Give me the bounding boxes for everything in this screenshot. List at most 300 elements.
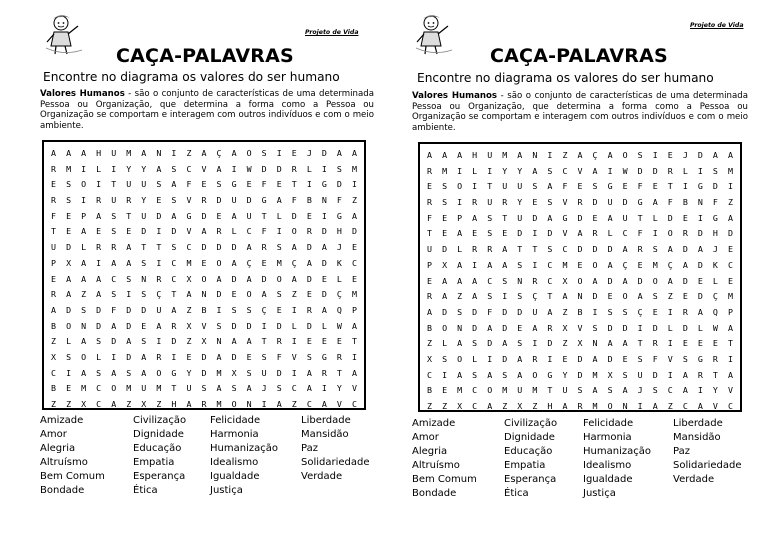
grid-letter: Y [126,163,132,174]
grid-letter: L [321,320,327,331]
grid-letter: R [547,322,553,333]
grid-letter: U [141,383,147,394]
grid-letter: R [96,195,102,206]
grid-letter: S [652,385,658,396]
description-text: - são o conjunto de características de uma determinada Pessoa ou Organização, que determina a forma como a Pessoa ou Organização se comportam e interagem com outros indivíduos e com o meio ambiente. [412,91,748,133]
grid-letter: I [667,338,673,349]
grid-letter: S [547,197,553,208]
grid-letter: W [712,322,718,333]
grid-letter: L [96,163,102,174]
grid-letter: A [427,306,433,317]
grid-letter: I [276,226,282,237]
grid-letter: A [321,242,327,253]
grid-letter: U [622,212,628,223]
grid-letter: B [51,320,57,331]
grid-letter: A [532,165,538,176]
grid-letter: D [351,226,357,237]
grid-letter: N [321,195,327,206]
word-column [583,417,651,501]
grid-letter: U [141,179,147,190]
grid-letter: Ç [246,257,252,268]
grid-letter: S [607,306,613,317]
grid-letter: A [126,257,132,268]
grid-letter: A [502,259,508,270]
grid-letter: D [577,353,583,364]
grid-letter: A [81,336,87,347]
grid-letter: A [351,367,357,378]
grid-letter: A [667,275,673,286]
word-item: Alegria [412,446,448,457]
grid-letter: R [637,244,643,255]
word-item: Empatia [133,457,175,468]
grid-letter: A [427,150,433,160]
grid-letter: E [306,336,312,347]
grid-letter: S [472,338,478,349]
grid-letter: A [96,289,102,300]
grid-row [422,148,738,164]
grid-row [422,211,738,227]
grid-letter: E [321,336,327,347]
grid-letter: C [186,163,192,174]
grid-letter: O [276,273,282,284]
grid-row [46,256,362,272]
grid-letter: A [532,322,538,333]
grid-letter: A [336,148,342,158]
grid-letter: G [336,210,342,221]
grid-letter: D [261,273,267,284]
grid-letter: A [351,320,357,331]
grid-letter: T [156,242,162,253]
grid-letter: U [517,212,523,223]
grid-letter: E [276,179,282,190]
grid-letter: A [622,385,628,396]
grid-letter: A [592,275,598,286]
grid-letter: S [66,179,72,190]
grid-letter: A [186,399,192,409]
grid-row [46,146,362,162]
grid-letter: B [577,306,583,317]
grid-letter: D [652,322,658,333]
grid-letter: L [712,275,718,286]
grid-letter: A [231,210,237,221]
grid-letter: G [186,210,192,221]
grid-letter: D [547,338,553,349]
grid-letter: I [96,179,102,190]
grid-letter: U [487,197,493,208]
page-title: CAÇA-PALAVRAS [116,45,294,67]
grid-letter: P [727,306,733,317]
grid-letter: N [532,150,538,160]
grid-letter: D [96,320,102,331]
grid-letter: X [517,401,523,411]
grid-letter: T [502,212,508,223]
word-item: Harmonia [210,429,259,440]
grid-letter: S [682,353,688,364]
grid-letter: P [351,304,357,315]
grid-letter: F [427,212,433,223]
grid-letter: Z [186,304,192,315]
grid-letter: D [712,181,718,192]
grid-letter: D [216,242,222,253]
grid-letter: A [562,401,568,411]
grid-letter: L [442,338,448,349]
word-item: Verdade [673,474,715,485]
grid-letter: V [667,353,673,364]
word-item: Mansidão [301,429,349,440]
grid-letter: S [592,322,598,333]
grid-letter: N [457,322,463,333]
grid-letter: D [246,320,252,331]
grid-letter: I [111,351,117,362]
grid-letter: D [577,212,583,223]
grid-letter: G [547,369,553,380]
grid-letter: S [607,385,613,396]
grid-letter: A [457,228,463,239]
grid-letter: O [442,322,448,333]
word-item: Bondade [40,485,85,496]
grid-letter: T [532,244,538,255]
grid-letter: A [156,163,162,174]
grid-letter: D [607,353,613,364]
grid-letter: Z [66,399,72,409]
grid-letter: C [171,257,177,268]
grid-letter: E [51,273,57,284]
word-column [133,414,186,498]
grid-letter: M [81,383,87,394]
projeto-label: Projeto de Vida [690,22,744,29]
grid-letter: U [111,148,117,158]
grid-letter: F [276,351,282,362]
grid-letter: Y [517,197,523,208]
grid-letter: F [261,226,267,237]
grid-letter: D [321,226,327,237]
word-column [504,417,557,501]
grid-letter: A [472,212,478,223]
grid-letter: L [652,212,658,223]
grid-letter: A [231,257,237,268]
grid-letter: A [81,226,87,237]
grid-letter: I [637,401,643,411]
word-item: Bem Comum [40,471,105,482]
grid-letter: I [652,228,658,239]
grid-letter: D [156,210,162,221]
grid-letter: Z [562,306,568,317]
grid-letter: U [141,210,147,221]
grid-letter: F [487,306,493,317]
grid-letter: E [51,179,57,190]
grid-letter: A [442,150,448,160]
grid-letter: D [336,179,342,190]
grid-letter: I [637,322,643,333]
grid-letter: N [517,275,523,286]
grid-letter: U [186,383,192,394]
grid-letter: N [216,336,222,347]
grid-letter: S [216,179,222,190]
grid-letter: R [156,273,162,284]
grid-letter: E [622,353,628,364]
grid-letter: O [592,259,598,270]
word-item: Justiça [210,485,243,496]
grid-letter: S [592,181,598,192]
word-item: Educação [504,446,553,457]
grid-letter: U [532,306,538,317]
grid-letter: I [261,320,267,331]
grid-letter: Ç [216,148,222,158]
grid-letter: I [487,165,493,176]
description [40,89,374,131]
grid-letter: S [156,179,162,190]
grid-letter: S [171,242,177,253]
grid-row [46,224,362,240]
grid-letter: A [291,242,297,253]
grid-letter: S [442,181,448,192]
grid-letter: L [472,165,478,176]
grid-letter: O [81,351,87,362]
grid-letter: S [126,367,132,378]
grid-letter: I [156,257,162,268]
grid-letter: G [261,195,267,206]
grid-letter: Y [712,385,718,396]
grid-letter: V [186,195,192,206]
grid-letter: H [472,150,478,160]
grid-letter: Q [336,304,342,315]
grid-letter: V [577,322,583,333]
grid-letter: A [81,273,87,284]
grid-letter: A [351,148,357,158]
grid-letter: A [472,291,478,302]
grid-letter: Ç [261,304,267,315]
grid-letter: A [216,383,222,394]
grid-letter: S [96,367,102,378]
grid-letter: T [141,242,147,253]
grid-letter: A [51,304,57,315]
grid-letter: D [231,242,237,253]
grid-letter: L [276,210,282,221]
grid-letter: E [622,181,628,192]
grid-letter: A [66,273,72,284]
grid-letter: G [171,367,177,378]
grid-letter: M [457,385,463,396]
grid-letter: U [487,150,493,160]
grid-letter: Ç [712,291,718,302]
grid-letter: E [291,148,297,158]
grid-letter: D [66,304,72,315]
grid-letter: S [246,304,252,315]
grid-letter: F [51,210,57,221]
grid-letter: D [577,369,583,380]
grid-letter: E [442,212,448,223]
grid-letter: D [592,291,598,302]
grid-letter: S [532,181,538,192]
grid-letter: E [156,195,162,206]
grid-letter: Z [667,291,673,302]
grid-row [46,381,362,397]
grid-letter: H [712,228,718,239]
grid-letter: F [652,353,658,364]
grid-letter: N [156,148,162,158]
word-item: Esperança [133,471,186,482]
word-item: Humanização [210,443,278,454]
grid-letter: D [306,320,312,331]
mascot-illustration [414,12,454,56]
grid-letter: H [336,226,342,237]
grid-letter: Z [442,401,448,411]
grid-letter: E [652,306,658,317]
grid-letter: C [547,259,553,270]
grid-letter: S [216,320,222,331]
grid-letter: A [216,351,222,362]
grid-letter: R [427,197,433,208]
grid-letter: A [457,150,463,160]
grid-letter: T [667,181,673,192]
grid-letter: X [186,320,192,331]
grid-letter: C [246,226,252,237]
grid-letter: V [562,228,568,239]
grid-letter: T [291,179,297,190]
grid-letter: S [487,291,493,302]
grid-letter: E [517,322,523,333]
grid-letter: A [622,338,628,349]
grid-letter: S [231,304,237,315]
grid-row [422,195,738,211]
grid-row [422,321,738,337]
word-item: Solidariedade [673,460,742,471]
grid-letter: A [246,242,252,253]
grid-letter: R [126,195,132,206]
grid-letter: D [201,351,207,362]
word-item: Idealismo [583,460,632,471]
grid-letter: A [186,289,192,300]
grid-letter: A [562,291,568,302]
grid-letter: E [246,179,252,190]
grid-letter: C [171,273,177,284]
grid-letter: S [66,351,72,362]
grid-letter: D [592,197,598,208]
grid-letter: G [697,181,703,192]
grid-letter: C [682,401,688,411]
grid-letter: A [487,401,493,411]
grid-letter: T [517,244,523,255]
grid-letter: R [592,228,598,239]
grid-letter: E [351,242,357,253]
grid-letter: N [81,320,87,331]
grid-letter: Z [51,399,57,409]
grid-letter: V [291,351,297,362]
grid-letter: J [261,383,267,394]
grid-letter: I [306,179,312,190]
grid-letter: S [517,291,523,302]
grid-letter: D [141,226,147,237]
grid-letter: S [577,385,583,396]
grid-letter: U [562,385,568,396]
grid-letter: M [276,257,282,268]
grid-letter: L [607,228,613,239]
grid-letter: U [246,210,252,221]
grid-letter: C [351,257,357,268]
grid-letter: A [246,383,252,394]
grid-letter: A [472,275,478,286]
grid-letter: E [667,150,673,160]
grid-letter: E [682,291,688,302]
grid-letter: D [622,197,628,208]
grid-letter: M [156,383,162,394]
word-item: Civilização [133,415,187,426]
grid-letter: E [66,210,72,221]
grid-letter: T [547,291,553,302]
grid-letter: D [321,257,327,268]
grid-letter: V [351,383,357,394]
grid-letter: C [96,383,102,394]
grid-letter: A [81,367,87,378]
grid-letter: I [351,179,357,190]
projeto-label: Projeto de Vida [305,29,359,36]
grid-letter: R [51,289,57,300]
grid-letter: F [637,181,643,192]
grid-letter: E [216,210,222,221]
grid-letter: X [66,257,72,268]
grid-letter: A [306,383,312,394]
grid-letter: I [547,150,553,160]
page-title: CAÇA-PALAVRAS [490,45,668,67]
grid-letter: D [682,275,688,286]
grid-row [422,226,738,242]
grid-row [46,240,362,256]
grid-letter: A [96,210,102,221]
grid-letter: X [457,401,463,411]
grid-letter: G [637,197,643,208]
description-text: - são o conjunto de características de uma determinada Pessoa ou Organização, que determina a forma como a Pessoa ou Organização se comportam e interagem com outros indivíduos e com o meio ambiente. [40,89,374,131]
grid-letter: S [547,165,553,176]
grid-letter: E [231,289,237,300]
grid-letter: L [66,336,72,347]
grid-letter: M [502,385,508,396]
grid-letter: S [276,242,282,253]
word-item: Verdade [301,471,343,482]
grid-letter: A [171,179,177,190]
grid-letter: A [201,226,207,237]
word-item: Paz [673,446,690,457]
word-item: Alegria [40,443,76,454]
grid-letter: B [306,195,312,206]
grid-letter: O [156,367,162,378]
grid-letter: A [351,210,357,221]
grid-letter: R [261,242,267,253]
grid-letter: X [81,399,87,409]
grid-letter: U [517,385,523,396]
grid-row [422,242,738,258]
word-item: Civilização [504,418,558,429]
grid-letter: O [457,353,463,364]
grid-letter: S [652,244,658,255]
grid-letter: L [697,322,703,333]
grid-letter: F [667,197,673,208]
grid-letter: O [577,275,583,286]
grid-letter: X [186,273,192,284]
grid-letter: E [637,259,643,270]
grid-letter: R [51,195,57,206]
word-item: Amor [412,432,439,443]
grid-letter: A [652,197,658,208]
grid-letter: A [306,367,312,378]
grid-letter: M [126,148,132,158]
grid-letter: Z [81,289,87,300]
grid-letter: I [291,304,297,315]
grid-letter: I [81,195,87,206]
grid-letter: A [171,210,177,221]
grid-letter: E [442,228,448,239]
grid-letter: E [276,304,282,315]
grid-letter: D [126,304,132,315]
